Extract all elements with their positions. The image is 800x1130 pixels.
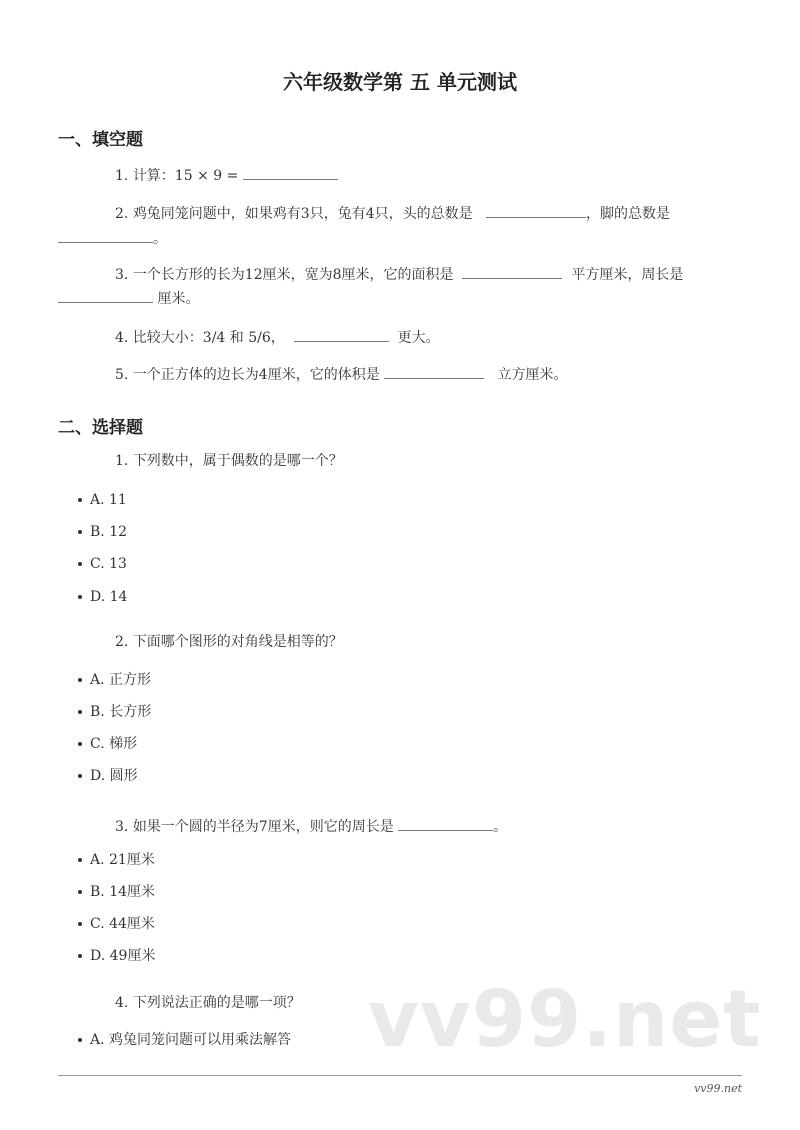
question-2-cont: 。 [58,228,167,248]
option[interactable]: A. 11 [78,491,127,509]
page-title: 六年级数学第 五 单元测试 [283,70,517,94]
option[interactable]: D. 49厘米 [78,947,155,965]
option[interactable]: B. 14厘米 [78,883,155,901]
option[interactable]: A. 正方形 [78,671,151,689]
question-2: 2. 鸡兔同笼问题中，如果鸡有3只，兔有4只，头的总数是 ，脚的总数是 [115,203,670,223]
answer-blank[interactable] [462,264,562,279]
answer-blank[interactable] [58,288,153,303]
footer-divider [58,1075,742,1076]
option[interactable]: D. 14 [78,588,127,606]
option[interactable]: B. 12 [78,523,127,541]
answer-blank[interactable] [58,228,153,243]
question-3-cont: 厘米。 [58,288,199,308]
answer-blank[interactable] [294,327,389,342]
answer-blank[interactable] [384,364,484,379]
section-heading-fill-blank: 一、填空题 [58,130,143,150]
question-1: 1. 计算：15 × 9 = [115,165,338,185]
question-5: 5. 一个正方体的边长为4厘米，它的体积是 立方厘米。 [115,364,568,384]
answer-blank[interactable] [486,203,586,218]
watermark: vv99.net [368,975,762,1065]
question-4: 4. 比较大小：3/4 和 5/6， 更大。 [115,327,440,347]
option[interactable]: D. 圆形 [78,767,138,785]
option[interactable]: A. 21厘米 [78,851,155,869]
answer-blank[interactable] [243,165,338,180]
option[interactable]: A. 鸡兔同笼问题可以用乘法解答 [78,1031,291,1049]
option[interactable]: C. 梯形 [78,735,137,753]
option[interactable]: B. 长方形 [78,703,151,721]
answer-blank[interactable] [398,816,493,831]
question-3: 3. 一个长方形的长为12厘米，宽为8厘米，它的面积是 平方厘米，周长是 [115,264,683,284]
mc-question-1: 1. 下列数中，属于偶数的是哪一个？ [115,453,343,469]
footer-site: vv99.net [694,1082,742,1095]
option[interactable]: C. 13 [78,555,127,573]
section-heading-choice: 二、选择题 [58,418,143,438]
mc-question-4: 4. 下列说法正确的是哪一项？ [115,995,301,1011]
mc-question-3: 3. 如果一个圆的半径为7厘米，则它的周长是 。 [115,816,507,836]
option[interactable]: C. 44厘米 [78,915,155,933]
mc-question-2: 2. 下面哪个图形的对角线是相等的？ [115,634,343,650]
